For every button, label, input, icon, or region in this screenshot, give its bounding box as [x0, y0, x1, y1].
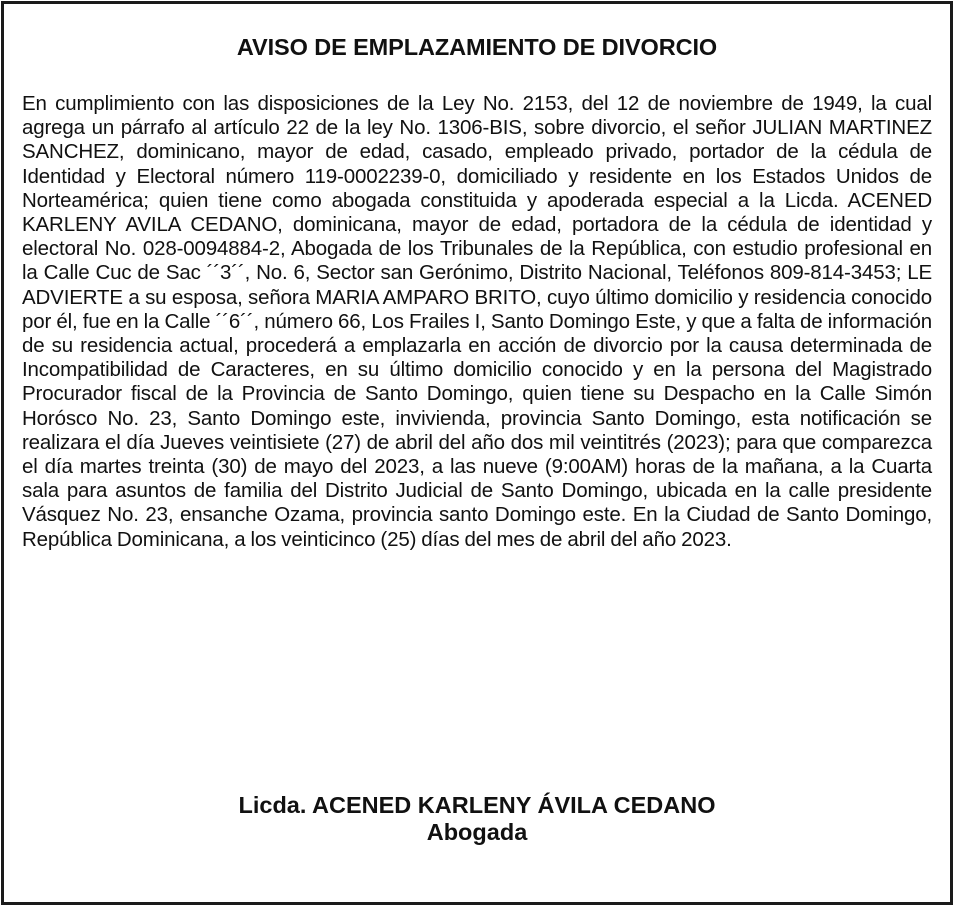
notice-title: AVISO DE EMPLAZAMIENTO DE DIVORCIO: [236, 34, 718, 60]
signature-role: Abogada: [426, 819, 528, 845]
signature-block: [4, 792, 950, 846]
notice-body: En cumplimiento con las disposiciones de la Ley No. 2153, del 12 de noviembre de 1949, la cual agrega un párrafo al artículo 22 de la ley No. 1306-BIS, sobre divorcio, el señor JULIAN MARTINEZ SANCHEZ, dominicano, mayor de edad, casado, empleado privado, portador de la cédula de Identidad y Electoral número 119-0002239-0, domiciliado y residente en los Estados Unidos de Norteamérica; quien tiene como abogada constituida y apoderada especial a la Licda. ACENED KARLENY AVILA CEDANO, dominicana, mayor de edad, portadora de la cédula de identidad y electoral No. 028-0094884-2, Abogada de los Tribunales de la República, con estudio profesional en la Calle Cuc de Sac ´´3´´, No. 6, Sector san Gerónimo, Distrito Nacional, Teléfonos 809-814-3453; LE ADVIERTE a su esposa, señora MARIA AMPARO BRITO, cuyo último domicilio y residencia conocido por él, fue en la Calle ´´6´´, número 66, Los Frailes I, Santo Domingo Este, y que a falta de información de su residencia actual, procederá a emplazarla en acción de divorcio por la causa determinada de Incompatibilidad de Caracteres, en su último domicilio conocido y en la persona del Magistrado Procurador fiscal de la Provincia de Santo Domingo, quien tiene su Despacho en la Calle Simón Horósco No. 23, Santo Domingo este, invivienda, provincia Santo Domingo, esta notificación se realizara el día Jueves veintisiete (27) de abril del año dos mil veintitrés (2023); para que comparezca el día martes treinta (30) de mayo del 2023, a las nueve (9:00AM) horas de la mañana, a la Cuarta sala para asuntos de familia del Distrito Judicial de Santo Domingo, ubicada en la calle presidente Vásquez No. 23, ensanche Ozama, provincia santo Domingo este. En la Ciudad de Santo Domingo, República Dominicana, a los veinticinco (25) días del mes de abril del año 2023.: [22, 92, 932, 551]
legal-notice: [1, 1, 953, 905]
signature-name: Licda. ACENED KARLENY ÁVILA CEDANO: [238, 792, 716, 818]
